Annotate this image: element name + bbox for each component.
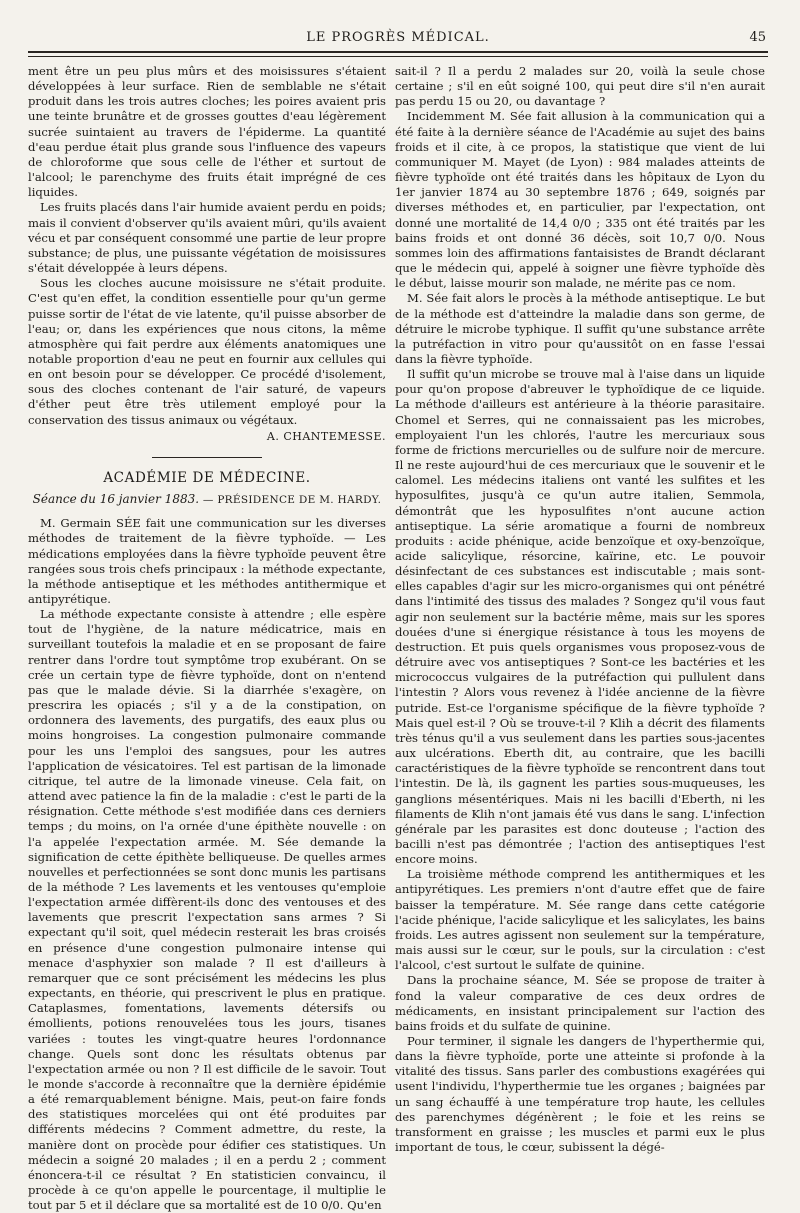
section-divider — [152, 457, 262, 458]
section-title: ACADÉMIE DE MÉDECINE. — [103, 469, 311, 486]
paragraph: Dans la prochaine séance, M. Sée se propose de traiter à fond la valeur comparative de ces deux ordres de médicaments, en insistant principalement sur l'action des bains froids et du sulfate de quinine. — [395, 973, 765, 1033]
paragraph: Incidemment M. Sée fait allusion à la communication qui a été faite à la dernière séance de l'Académie au sujet des bains froids et il cite, à ce propos, la statistique que vient de lui communiquer M. Mayet (de Lyon) : 984 malades atteints de fièvre typhoïde ont été traités dans les hôpitaux de Lyon du 1er janvier 1874 au 30 septembre 1876 ; 649, soignés par diverses méthodes et, en particulier, par l'expectation, ont donné une mortalité de 14,4 0/0 ; 335 ont été traités par les bains froids et ont donné 36 décès, soit 10,7 0/0. Nous sommes loin des affirmations fantaisistes de Brandt déclarant que le médecin qui, appelé à soigner une fièvre typhoïde dès le début, laisse mourir son malade, ne mérite pas ce nom. — [395, 109, 765, 291]
header-rule-thick — [28, 51, 768, 53]
paragraph: Il suffit qu'un microbe se trouve mal à l'aise dans un liquide pour qu'on propose d'abreuver le typhoïdique de ce liquide. La méthode d'ailleurs est antérieure à la théorie parasitaire. Chomel et Serres, qui ne connaissaient pas les microbes, employaient l'un les chlorés, l'autre les mercuriaux sous forme de frictions mercurielles ou de sulfure noir de mercure. Il ne reste aujourd'hui de ces mercuriaux que le souvenir et le calomel. Les médecins italiens ont vanté les sulfites et les hyposulfites, jusqu'à ce qu'un autre italien, Semmola, démontrât que les hyposulfites n'ont aucune action antiseptique. La série aromatique a fourni de nombreux produits : acide phénique, acide benzoïque et oxy-benzoïque, acide salicylique, résorcine, kaïrine, etc. Le pouvoir désinfectant de ces substances est indiscutable ; mais sont-elles capables d'agir sur les micro-organismes qui ont pénétré dans l'intimité des tissus des malades ? Songez qu'il vous faut agir non seulement sur la bactérie même, mais sur les spores douées d'une si énergique résistance à tous les moyens de destruction. Et puis quels organismes vous proposez-vous de détruire avec vos antiseptiques ? Sont-ce les bactéries et les micrococcus vulgaires de la putréfaction qui pullulent dans l'intestin ? Alors vous revenez à l'idée ancienne de la fièvre putride. Est-ce l'organisme spécifique de la fièvre typhoïde ? Mais quel est-il ? Où se trouve-t-il ? Klih a décrit des filaments très ténus qu'il a vus seulement dans les parties sous-jacentes aux ulcérations. Eberth dit, au contraire, que les bacilli caractéristiques de la fièvre typhoïde se rencontrent dans tout l'intestin. De là, ils gagnent les parties sous-muqueuses, les ganglions mésentériques. Mais ni les bacilli d'Eberth, ni les filaments de Klih n'ont jamais été vus dans le sang. L'infection générale par les parasites est donc douteuse ; l'action des bacilli n'est pas démontrée ; l'action des antiseptiques l'est encore moins. — [395, 367, 765, 867]
paragraph: ment être un peu plus mûrs et des moisissures s'étaient développées à leur surface. Rien de semblable ne s'était produit dans les trois autres cloches; les poires avaient pris une teinte brunâtre et de grosses gouttes d'eau légèrement sucrée suintaient au travers de l'épiderme. La quantité d'eau perdue était plus grande sous l'influence des vapeurs de chloroforme que sous celle de l'éther et surtout de l'alcool; le parenchyme des fruits était imprégné de ces liquides. — [28, 64, 386, 200]
author-signature: A. CHANTEMESSE. — [266, 429, 386, 443]
session-line — [28, 492, 386, 508]
paragraph: Les fruits placés dans l'air humide avaient perdu en poids; mais il convient d'observer qu'ils avaient mûri, qu'ils avaient vécu et par conséquent consommé une partie de leur propre substance; de plus, une puissante végétation de moisissures s'était développée à leurs dépens. — [28, 200, 386, 276]
right-column — [395, 64, 765, 1155]
header-rule-thin — [28, 56, 768, 57]
paragraph: La méthode expectante consiste à attendre ; elle espère tout de l'hygiène, de la nature médicatrice, mais en surveillant toutefois la maladie et en se proposant de faire rentrer dans l'ordre tout symptôme trop exubérant. On se crée un certain type de fièvre typhoïde, dont on n'entend pas que le malade dévie. Si la diarrhée s'exagère, on prescrira les opiacés ; s'il y a de la constipation, on ordonnera des lavements, des purgatifs, des eaux plus ou moins hongroises. La congestion pulmonaire commande pour les uns l'emploi des sangsues, pour les autres l'application de vésicatoires. Tel est partisan de la limonade citrique, tel autre de la limonade vineuse. Cela fait, on attend avec patience la fin de la maladie : c'est le parti de la résignation. Cette méthode s'est modifiée dans ces derniers temps ; du moins, on l'a ornée d'une épithète nouvelle : on l'a appelée l'expectation armée. M. Sée demande la signification de cette épithète belliqueuse. De quelles armes nouvelles et perfectionnées se sont donc munis les partisans de la méthode ? Les lavements et les ventouses qu'emploie l'expectation armée diffèrent-ils donc des ventouses et des lavements que prescrit l'expectation sans armes ? Si expectant qu'il soit, quel médecin resterait les bras croisés en présence d'une congestion pulmonaire intense qui menace d'asphyxier son malade ? Il est d'ailleurs à remarquer que ce sont précisément les médecins les plus expectants, en théorie, qui prescrivent le plus en pratique. Cataplasmes, fomentations, lavements détersifs ou émollients, potions renouvelées tous les jours, tisanes variées : toutes les vingt-quatre heures l'ordonnance change. Quels sont donc les résultats obtenus par l'expectation armée ou non ? Il est difficile de le savoir. Tout le monde s'accorde à reconnaître que la dernière épidémie a été remarquablement bénigne. Mais, peut-on faire fonds des statistiques morcelées qui ont été produites par différents médecins ? Comment admettre, du reste, la manière dont on procède pour édifier ces statistiques. Un médecin a soigné 20 malades ; il en a perdu 2 ; comment énoncera-t-il ce résultat ? En statisticien convaincu, il procède à ce qu'on appelle le pourcentage, il multiplie le tout par 5 et il déclare que sa mortalité est de 10 0/0. Qu'en — [28, 607, 386, 1213]
paragraph: Pour terminer, il signale les dangers de l'hyperthermie qui, dans la fièvre typhoïde, porte une atteinte si profonde à la vitalité des tissus. Sans parler des combustions exagérées qui usent l'individu, l'hyperthermie tue les organes ; baignées par un sang échauffé à une température trop haute, les cellules des parenchymes dégénèrent ; le foie et les reins se transforment en graisse ; les muscles et parmi eux le plus important de tous, le cœur, subissent la dégé- — [395, 1034, 765, 1155]
paragraph: La troisième méthode comprend les antithermiques et les antipyrétiques. Les premiers n'ont d'autre effet que de faire baisser la température. M. Sée range dans cette catégorie l'acide phénique, l'acide salicylique et les salicylates, les bains froids. Les autres agissent non seulement sur la température, mais aussi sur le cœur, sur le pouls, sur la circulation : c'est l'alcool, c'est surtout le sulfate de quinine. — [395, 867, 765, 973]
session-president: — PRÉSIDENCE DE M. HARDY. — [202, 494, 382, 507]
paragraph: M. Germain SÉE fait une communication sur les diverses méthodes de traitement de la fièvre typhoïde. — Les médications employées dans la fièvre typhoïde peuvent être rangées sous trois chefs principaux : la méthode expectante, la méthode antiseptique et les méthodes antithermique et antipyrétique. — [28, 516, 386, 606]
left-column — [28, 64, 386, 1213]
paragraph: Sous les cloches aucune moisissure ne s'était produite. C'est qu'en effet, la condition essentielle pour qu'un germe puisse sortir de l'état de vie latente, qu'il puisse absorber de l'eau; or, dans les expériences que nous citons, la même atmosphère qui fait perdre aux éléments anatomiques une notable proportion d'eau ne peut en fournir aux cellules qui en ont besoin pour se développer. Ce procédé d'isolement, sous des cloches contenant de l'air saturé, de vapeurs d'éther peut être très utilement employé pour la conservation des tissus animaux ou végétaux. — [28, 276, 386, 427]
page-number: 45 — [749, 30, 766, 45]
journal-title: LE PROGRÈS MÉDICAL. — [306, 30, 490, 45]
paragraph: sait-il ? Il a perdu 2 malades sur 20, voilà la seule chose certaine ; s'il en eût soigné 100, qui peut dire s'il n'en aurait pas perdu 15 ou 20, ou davantage ? — [395, 64, 765, 109]
session-date: Séance du 16 janvier 1883. — [32, 492, 200, 507]
paragraph: M. Sée fait alors le procès à la méthode antiseptique. Le but de la méthode est d'atteindre la maladie dans son germe, de détruire le microbe typhique. Il suffit qu'une substance arrête la putréfaction in vitro pour qu'aussitôt on en fasse l'essai dans la fièvre typhoïde. — [395, 291, 765, 366]
